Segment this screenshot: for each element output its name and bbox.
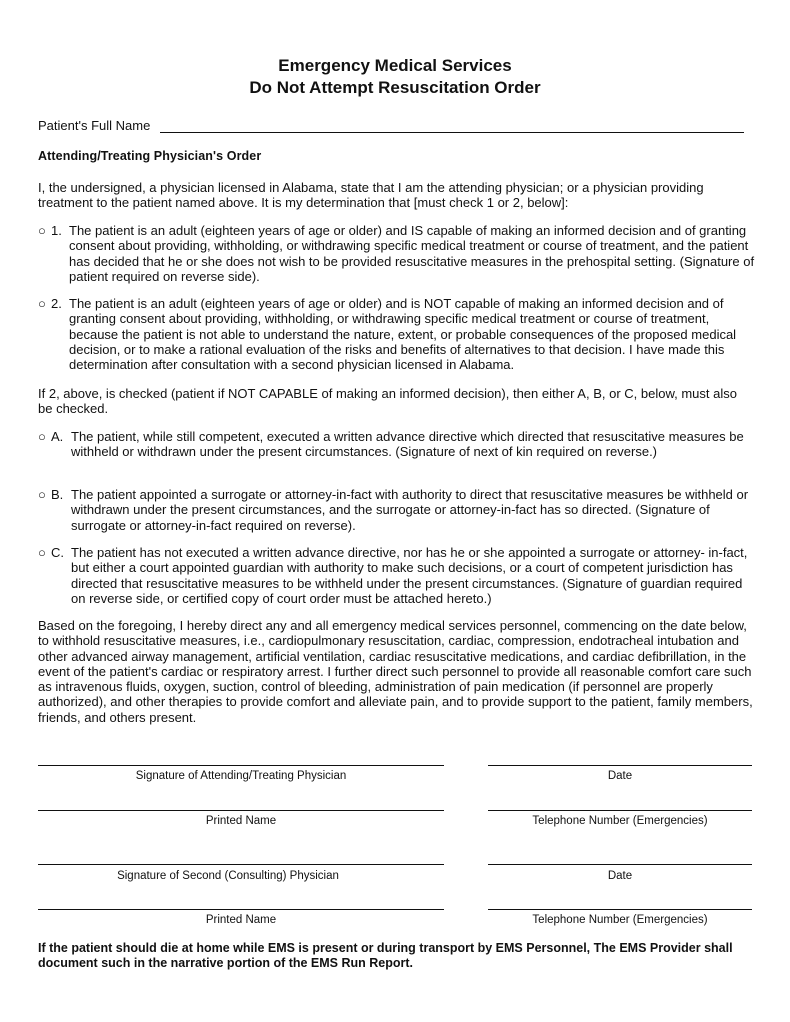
option-1-text: The patient is an adult (eighteen years of age or older) and IS capable of making an informed decision and of granting consent about providing, withholding, or withdrawing specific medical treatment or course of treatment, and the patient has decided that he or she does not wish to be provided resuscitative measures in the prehospital setting. (Signature of patient required on reverse side). [69, 223, 755, 284]
footer-note: If the patient should die at home while EMS is present or during transport by EMS Personnel, The EMS Provider shall document such in the narrative portion of the EMS Run Report. [38, 941, 733, 970]
option-c-checkbox[interactable]: ○ [38, 545, 46, 560]
option-a [38, 429, 754, 477]
second-physician-signature-line[interactable] [38, 864, 444, 865]
printed-name-label-2: Printed Name [205, 914, 277, 926]
attending-signature-line[interactable] [38, 765, 444, 766]
section-heading: Attending/Treating Physician's Order [38, 149, 262, 163]
directive-paragraph: Based on the foregoing, I hereby direct any and all emergency medical services personnel, commencing on the date below, to withhold resuscitative measures, i.e., cardiopulmonary resuscitation, cardiac, compression, endotracheal intubation and other advanced airway management, artificial ventilation, cardiac resuscitative medications, and cardiac defibrillation, in the event of the patient's cardiac or respiratory arrest. I further direct such personnel to provide all reasonable comfort care such as intravenous fluids, oxygen, suction, control of bleeding, administration of pain medication (if personnel are properly authorized), and other therapies to provide comfort and alleviate pain, and to provide support to the patient, family members, friends, and others present. [38, 618, 753, 725]
option-1-marker: 1. [51, 223, 62, 238]
printed-name-line-1[interactable] [38, 810, 444, 811]
condition-paragraph: If 2, above, is checked (patient if NOT CAPABLE of making an informed decision), then either A, B, or C, below, must also be checked. [38, 386, 737, 417]
attending-signature-label: Signature of Attending/Treating Physician [135, 770, 347, 782]
option-2-marker: 2. [51, 296, 62, 311]
phone-line-2[interactable] [488, 909, 752, 910]
option-a-checkbox[interactable]: ○ [38, 429, 46, 444]
date-label-1: Date [607, 770, 633, 782]
option-b-checkbox[interactable]: ○ [38, 487, 46, 502]
option-2 [38, 296, 754, 374]
option-1 [38, 223, 754, 285]
option-a-text: The patient, while still competent, executed a written advance directive which directed that resuscitative measures be withheld or withdrawn under the present circumstances. (Signature of next of kin required on reverse.) [71, 429, 744, 460]
patient-name-label: Patient's Full Name [38, 118, 151, 133]
phone-label-2: Telephone Number (Emergencies) [532, 914, 708, 926]
option-2-text: The patient is an adult (eighteen years of age or older) and is NOT capable of making an informed decision and of granting consent about providing, withholding, or withdrawing specific medical treatment or course of treatment, because the patient is not able to understand the nature, extent, or probable consequences of the proposed medical decision, or to make a rational evaluation of the risks and benefits of alternatives to that decision. I have made this determination after consultation with a second physician licensed in Alabama. [69, 296, 737, 373]
option-b-text: The patient appointed a surrogate or attorney-in-fact with authority to direct that resuscitative measures be withheld or withdrawn under the present circumstances, and the surrogate or attorney-in-fact has so directed. (Signature of surrogate or attorney-in-fact required on reverse). [71, 487, 749, 533]
option-b [38, 487, 754, 535]
printed-name-label-1: Printed Name [205, 815, 277, 827]
form-title-line2: Do Not Attempt Resuscitation Order [249, 78, 541, 97]
date-line-2[interactable] [488, 864, 752, 865]
printed-name-line-2[interactable] [38, 909, 444, 910]
intro-paragraph: I, the undersigned, a physician licensed in Alabama, state that I am the attending physician; or a physician providing treatment to the patient named above. It is my determination that [must check 1 or 2, below]: [38, 180, 704, 211]
date-line-1[interactable] [488, 765, 752, 766]
second-physician-signature-label: Signature of Second (Consulting) Physician [117, 870, 339, 882]
option-2-checkbox[interactable]: ○ [38, 296, 46, 311]
option-a-marker: A. [51, 429, 64, 444]
option-b-marker: B. [51, 487, 64, 502]
phone-label-1: Telephone Number (Emergencies) [532, 815, 708, 827]
option-c-marker: C. [51, 545, 64, 560]
option-c-text: The patient has not executed a written advance directive, nor has he or she appointed a surrogate or attorney- in-fact, but either a court appointed guardian with authority to make such decisions, or a court of competent jurisdiction has directed that resuscitative measures to be withheld under the present circumstances. (Signature of guardian required on reverse side, or certified copy of court order must be attached hereto.) [71, 545, 748, 606]
option-1-checkbox[interactable]: ○ [38, 223, 46, 238]
date-label-2: Date [607, 870, 633, 882]
patient-name-field[interactable] [160, 132, 744, 133]
phone-line-1[interactable] [488, 810, 752, 811]
form-title-line1: Emergency Medical Services [278, 56, 512, 75]
option-c [38, 545, 754, 607]
